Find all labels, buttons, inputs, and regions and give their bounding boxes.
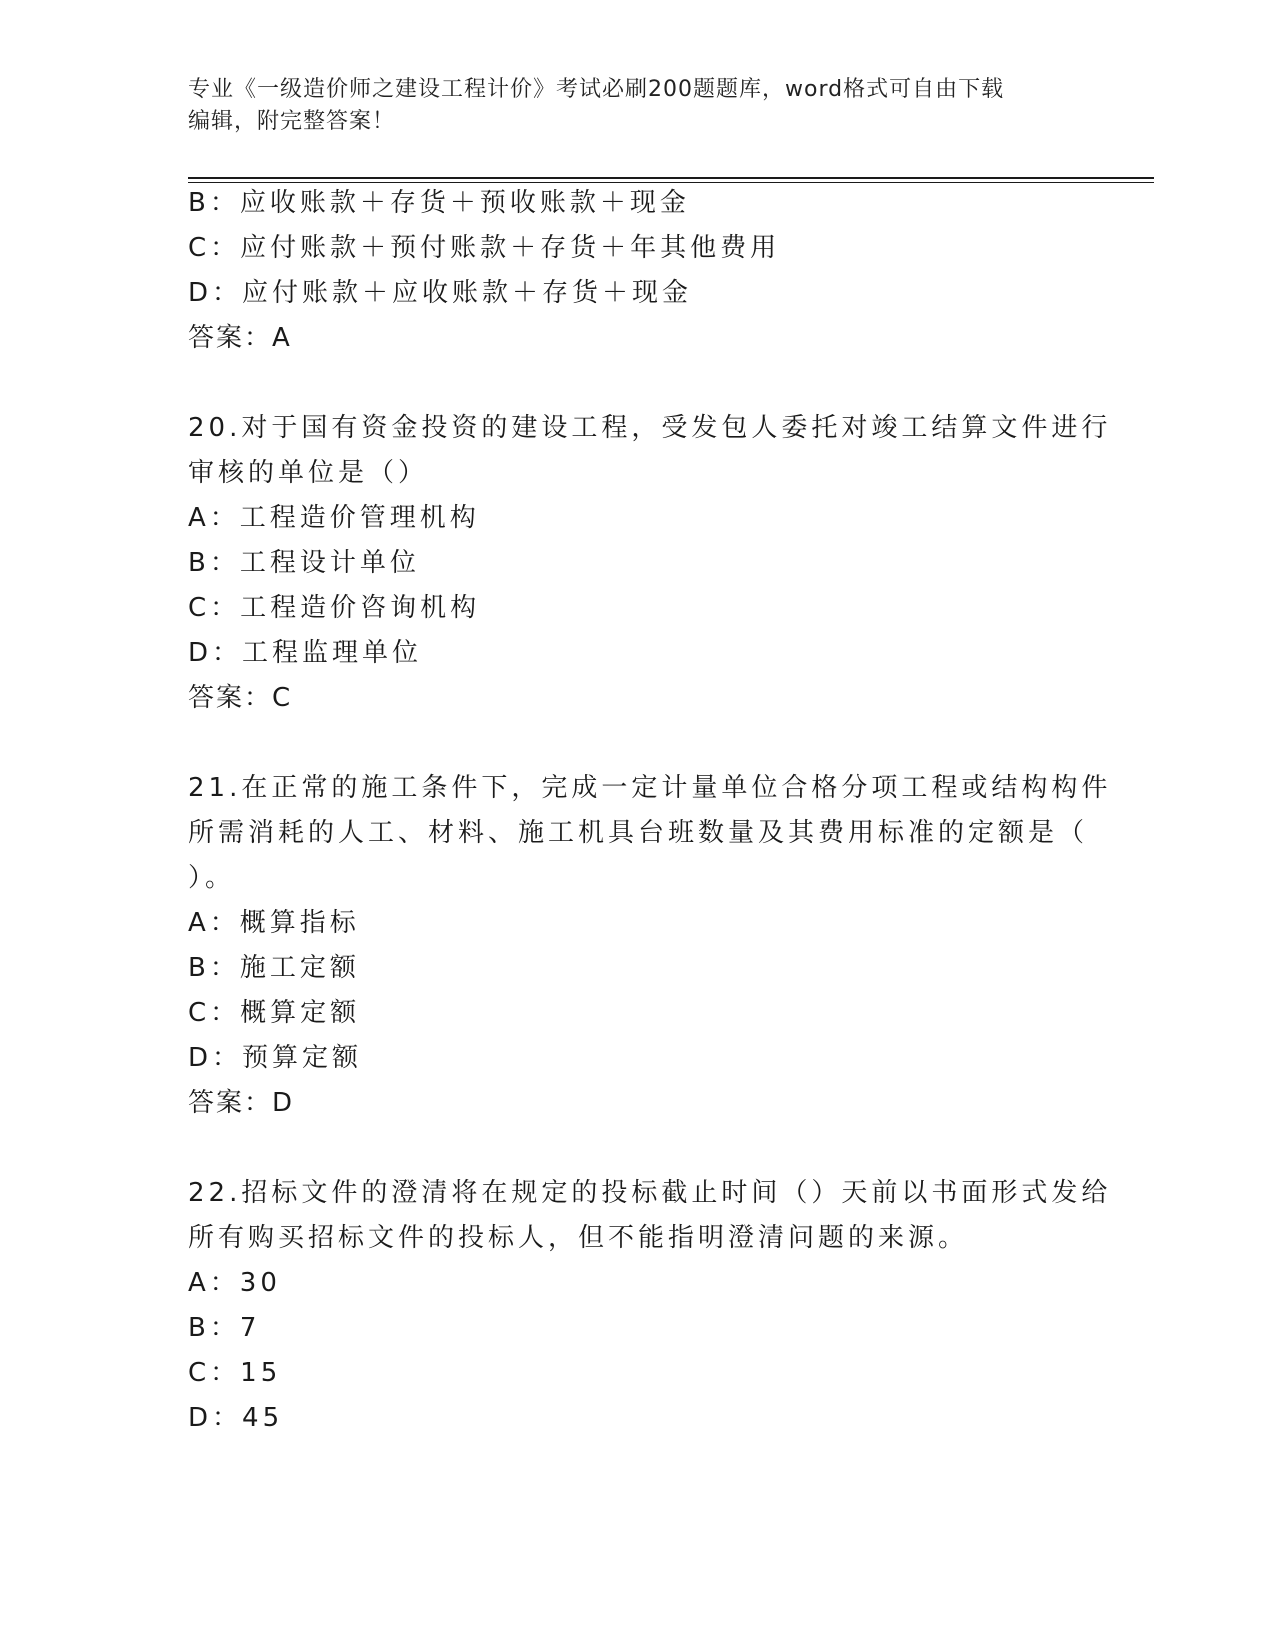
q21-option-d: D：预算定额 [188,1043,363,1073]
q19-answer: 答案：A [188,323,292,353]
q21-answer: 答案：D [188,1088,295,1118]
header-title-line-2: 编辑，附完整答案！ [188,109,396,134]
q20-option-b: B：工程设计单位 [188,548,420,578]
header-divider-thick [188,177,1154,179]
q21-option-b: B：施工定额 [188,953,360,983]
header-title-line-1: 专业《一级造价师之建设工程计价》考试必刷200题题库，word格式可自由下载 [188,77,1005,102]
q22-option-a: A：30 [188,1268,281,1298]
q19-option-d: D：应付账款＋应收账款＋存货＋现金 [188,278,693,308]
q20-option-d: D：工程监理单位 [188,638,423,668]
q21-question-line-1: 21.在正常的施工条件下，完成一定计量单位合格分项工程或结构构件 [188,773,1112,803]
q20-question-line-2: 审核的单位是（） [188,458,429,488]
q19-option-c: C：应付账款＋预付账款＋存货＋年其他费用 [188,233,781,263]
q20-answer: 答案：C [188,683,293,713]
q19-option-b: B：应收账款＋存货＋预收账款＋现金 [188,188,690,218]
header-divider-thin [188,182,1154,183]
q22-option-c: C：15 [188,1358,282,1388]
q21-option-a: A：概算指标 [188,908,360,938]
q21-question-line-2: 所需消耗的人工、材料、施工机具台班数量及其费用标准的定额是（ [188,818,1089,848]
q21-option-c: C：概算定额 [188,998,361,1028]
q22-question-line-2: 所有购买招标文件的投标人，但不能指明澄清问题的来源。 [188,1223,969,1253]
q20-question-line-1: 20.对于国有资金投资的建设工程，受发包人委托对竣工结算文件进行 [188,413,1112,443]
q20-option-a: A：工程造价管理机构 [188,503,480,533]
q22-option-b: B：7 [188,1313,261,1343]
q22-option-d: D：45 [188,1403,284,1433]
document-header [188,74,1088,138]
q21-question-line-3: ）。 [188,863,236,893]
q22-question-line-1: 22.招标文件的澄清将在规定的投标截止时间（）天前以书面形式发给 [188,1178,1112,1208]
q20-option-c: C：工程造价咨询机构 [188,593,481,623]
